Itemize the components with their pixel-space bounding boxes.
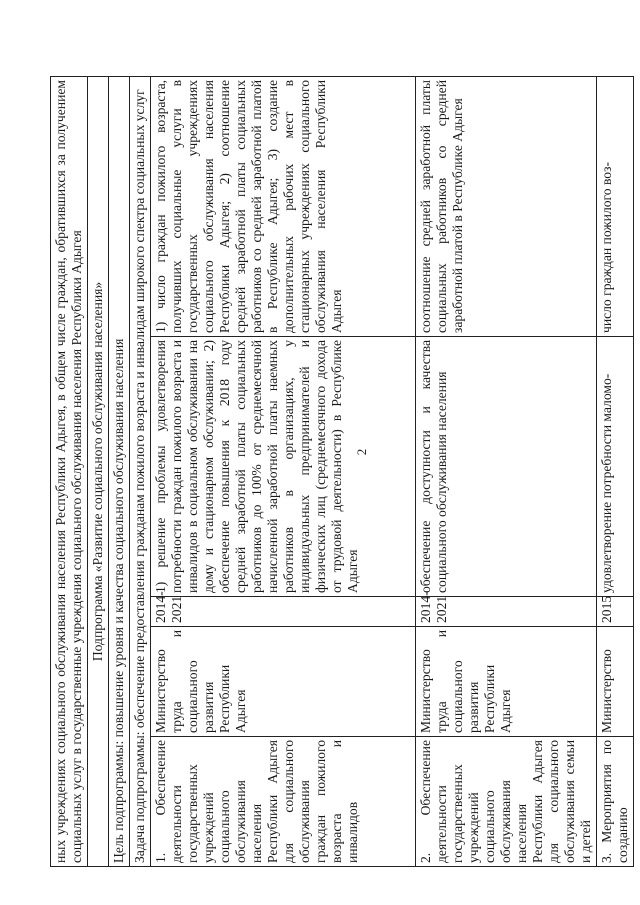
activity-indicator: соотношение средней заработной платы социальных работников со средней заработной платой в Республике Адыгея: [416, 77, 597, 337]
activity-name: 2. Обеспечение деятельности государственных учреждений социального обслуживания населения Республики Адыгея для социального обслуживания семьи и детей: [416, 737, 597, 867]
table-row: [51, 77, 88, 867]
activity-name: 1. Обеспечение деятельности государственных учреждений социального обслуживания населения Республики Адыгея для социального обслуживания граждан пожилого возраста и инвалидов: [151, 737, 416, 867]
table-row: [130, 77, 151, 867]
table-row: [151, 77, 416, 867]
table-row: [88, 77, 109, 867]
activity-years: 2015: [597, 597, 634, 627]
activity-result: обеспечение доступности и качества социального обслуживания населения: [416, 337, 597, 597]
activity-years: 2014-2021: [151, 597, 416, 627]
subprogram-task: Задача подпрограммы: обеспечение предоставления гражданам пожилого возраста и инвалидам широкого спектра социальных услуг: [130, 77, 151, 867]
activity-name: 3. Мероприятия по созданию: [597, 737, 634, 867]
continued-text: ных учреждениях социального обслуживания населения Республики Адыгея, в общем числе граждан, обратившихся за получением социальных услуг в государственные учреждения социального обслуживания населения Республики Адыгея: [51, 77, 88, 867]
activity-executor: Министерство труда и социального развития Республики Адыгея: [151, 627, 416, 737]
activity-indicator: 1) число граждан пожилого возраста, получивших социальные услуги в государственных учреждениях социального обслуживания населения Республики Адыгея; 2) соотношение средней заработной платы социальных работников со средней заработной платой в Республике Адыгея; 3) создание дополнительных рабочих мест в стационарных учреждениях социального обслуживания населения Республики Адыгея: [151, 77, 416, 337]
subprogram-goal: Цель подпрограммы: повышение уровня и качества социального обслуживания населения: [109, 77, 130, 867]
page-number: 2: [354, 448, 369, 456]
program-table: [50, 76, 634, 867]
activity-indicator: число граждан пожилого воз-: [597, 77, 634, 337]
activity-result: 1) решение проблемы удовлетворения потребности граждан пожилого возраста и инвалидов в социальном обслуживании на дому и стационарном обслуживании; 2) обеспечение повышения к 2018 году средней заработной платы социальных работников до 100% от среднемесячной начисленной заработной платы наемных работников в организациях, у индивидуальных предпринимателей и физических лиц (среднемесячного дохода от трудовой деятельности) в Республике Адыгея: [151, 337, 416, 597]
subprogram-title: Подпрограмма «Развитие социального обслуживания населения»: [88, 77, 109, 867]
table-row: [416, 77, 597, 867]
activity-executor: Министерство труда и социального развития Республики Адыгея: [416, 627, 597, 737]
activity-result: удовлетворение потребности маломо-: [597, 337, 634, 597]
rotated-table-page: [50, 77, 630, 867]
table-row: [109, 77, 130, 867]
activity-executor: Министерство: [597, 627, 634, 737]
table-row: [597, 77, 634, 867]
activity-years: 2014-2021: [416, 597, 597, 627]
